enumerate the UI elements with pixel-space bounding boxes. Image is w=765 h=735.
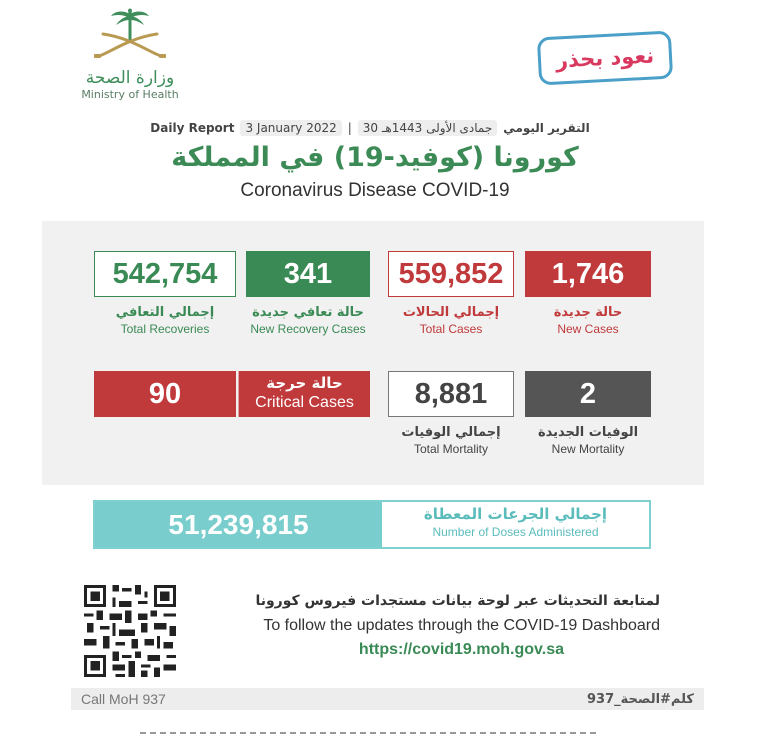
new-recoveries-value: 341: [246, 251, 370, 297]
footer-bar: [71, 688, 704, 710]
critical-cases-label: [238, 371, 370, 417]
total-recoveries-value: 542,754: [94, 251, 236, 297]
critical-cases-value: 90: [94, 371, 236, 417]
total-recoveries-label-english: Total Recoveries: [120, 322, 210, 336]
new-cases-label-arabic: حالة جديدة: [553, 305, 623, 320]
new-mortality-value: 2: [525, 371, 651, 417]
stats-panel: [42, 221, 704, 485]
total-cases-label-english: Total Cases: [419, 322, 483, 336]
moh-name-english: Ministry of Health: [81, 88, 179, 101]
cropped-bottom-text: [140, 728, 600, 735]
footer-call-arabic: كلم#الصحة_937: [587, 691, 694, 707]
new-mortality-label: [518, 425, 658, 457]
new-cases-label-english: New Cases: [557, 322, 619, 336]
footer-call-english: Call MoH 937: [81, 691, 166, 707]
total-mortality-label-english: Total Mortality: [413, 442, 489, 456]
date-separator: |: [347, 121, 352, 135]
total-mortality-value: 8,881: [388, 371, 514, 417]
dashboard-text-english: To follow the updates through the COVID-19 Dashboard: [263, 617, 660, 634]
report-date-line: [150, 119, 590, 137]
hijri-date: 30 جمادى الأولى 1443هـ: [358, 120, 498, 136]
new-recoveries-label-arabic: حالة تعافي جديدة: [252, 305, 364, 320]
page-title-arabic: كورونا (كوفيد-19) في المملكة: [171, 142, 579, 173]
report-label-arabic: التقرير اليومي: [503, 121, 590, 135]
new-mortality-label-english: New Mortality: [551, 442, 625, 456]
moh-name-arabic: وزارة الصحة: [85, 68, 175, 88]
palm-swords-emblem-icon: [85, 8, 175, 66]
new-mortality-label-arabic: الوفيات الجديدة: [537, 425, 639, 440]
campaign-slogan: نعود بحذر: [555, 43, 655, 73]
critical-cases-label-english: Critical Cases: [255, 394, 354, 411]
dashboard-text-arabic: لمتابعة التحديثات عبر لوحة بيانات مستجدات فيروس كورونا: [255, 593, 660, 609]
new-cases-label: [518, 305, 658, 337]
total-cases-label: [381, 305, 521, 337]
page-title-english: Coronavirus Disease COVID-19: [240, 180, 510, 201]
doses-label-english: Number of Doses Administered: [432, 525, 599, 539]
campaign-badge: [537, 31, 673, 86]
total-cases-label-arabic: إجمالي الحالات: [402, 305, 500, 320]
report-label-english: Daily Report: [150, 121, 235, 135]
total-cases-value: 559,852: [388, 251, 514, 297]
moh-logo: [70, 8, 190, 108]
total-recoveries-label: [95, 305, 235, 337]
total-mortality-label-arabic: إجمالي الوفيات: [401, 425, 501, 440]
new-cases-value: 1,746: [525, 251, 651, 297]
total-mortality-label: [381, 425, 521, 457]
new-recoveries-label-english: New Recovery Cases: [250, 322, 366, 336]
doses-label-arabic: إجمالي الجرعات المعطاة: [423, 505, 608, 523]
doses-label: [382, 502, 649, 547]
doses-banner: [93, 500, 651, 549]
critical-cases-label-arabic: حالة حرجة: [266, 374, 343, 392]
total-recoveries-label-arabic: إجمالي التعافي: [115, 305, 215, 320]
qr-code-icon[interactable]: [84, 585, 176, 677]
new-recoveries-label: [238, 305, 378, 337]
dashboard-link[interactable]: https://covid19.moh.gov.sa: [358, 641, 564, 658]
doses-value: 51,239,815: [95, 502, 382, 547]
gregorian-date: 3 January 2022: [240, 120, 341, 136]
